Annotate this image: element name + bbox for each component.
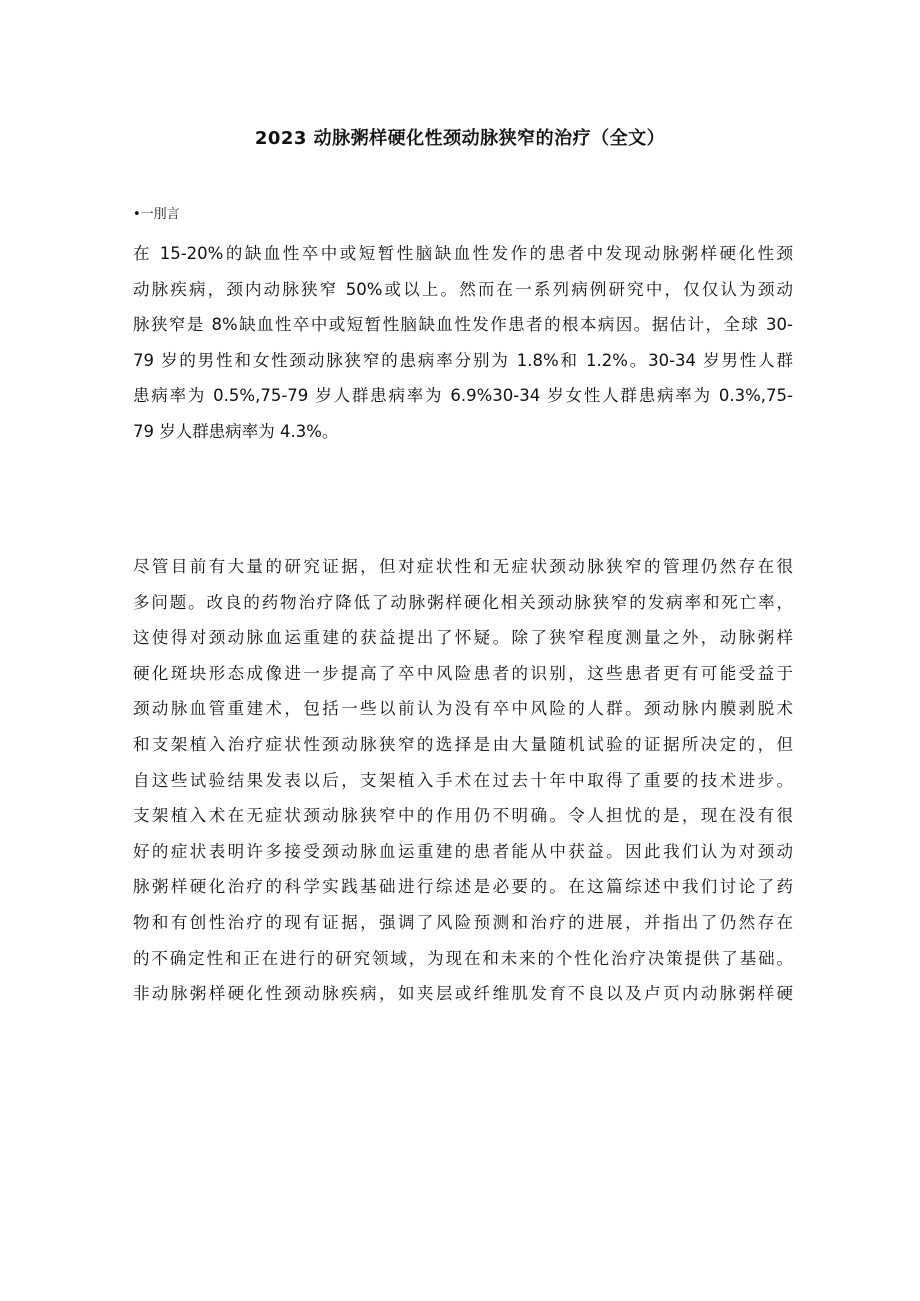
- paragraph-line: 动脉疾病，颈内动脉狭窄 50%或以上。然而在一系列病例研究中，仅仅认为颈动: [133, 279, 793, 299]
- paragraph-line: 脉粥样硬化治疗的科学实践基础进行综述是必要的。在这篇综述中我们讨论了药: [133, 877, 793, 897]
- paragraph-line: 79 岁人群患病率为 4.3%。: [133, 421, 339, 441]
- paragraph-management: [133, 549, 793, 1012]
- paragraph-line: 脉狭窄是 8%缺血性卒中或短暂性脑缺血性发作患者的根本病因。据估计，全球 30-: [133, 315, 793, 335]
- paragraph-line: 多问题。改良的药物治疗降低了动脉粥样硬化相关颈动脉狭窄的发病率和死亡率，: [133, 592, 793, 612]
- paragraph-line: 这使得对颈动脉血运重建的获益提出了怀疑。除了狭窄程度测量之外，动脉粥样: [133, 628, 793, 648]
- paragraph-line: 自这些试验结果发表以后，支架植入手术在过去十年中取得了重要的技术进步。: [133, 770, 793, 790]
- paragraph-line: 物和有创性治疗的现有证据，强调了风险预测和治疗的进展，并指出了仍然存在: [133, 912, 793, 932]
- paragraph-line: 尽管目前有大量的研究证据，但对症状性和无症状颈动脉狭窄的管理仍然存在很: [133, 557, 793, 576]
- paragraph-line: 非动脉粥样硬化性颈动脉疾病，如夹层或纤维肌发育不良以及卢页内动脉粥样硬: [133, 984, 793, 1004]
- document-title: 2023 动脉粥样硬化性颈动脉狭窄的治疗（全文）: [254, 128, 666, 149]
- paragraph-line: 的不确定性和正在进行的研究领域，为现在和未来的个性化治疗决策提供了基础。: [133, 948, 793, 968]
- paragraph-line: 79 岁的男性和女性颈动脉狭窄的患病率分别为 1.8%和 1.2%。30-34 岁男性人群: [133, 350, 793, 370]
- paragraph-line: 好的症状表明许多接受颈动脉血运重建的患者能从中获益。因此我们认为对颈动: [133, 841, 793, 861]
- paragraph-line: 患病率为 0.5%,75-79 岁人群患病率为 6.9%30-34 岁女性人群患病率为 0.3%,75-: [133, 386, 793, 406]
- section-heading: •一刖言: [133, 207, 180, 222]
- paragraph-line: 硬化斑块形态成像进一步提高了卒中风险患者的识别，这些患者更有可能受益于: [133, 663, 793, 683]
- paragraph-line: 支架植入术在无症状颈动脉狭窄中的作用仍不明确。令人担忧的是，现在没有很: [133, 806, 793, 826]
- paragraph-line: 在 15-20%的缺血性卒中或短暂性脑缺血性发作的患者中发现动脉粥样硬化性颈: [133, 244, 793, 263]
- paragraph-line: 颈动脉血管重建术，包括一些以前认为没有卒中风险的人群。颈动脉内膜剥脱术: [133, 699, 793, 719]
- paragraph-line: 和支架植入治疗症状性颈动脉狭窄的选择是由大量随机试验的证据所决定的，但: [133, 734, 793, 754]
- paragraph-introduction: [133, 236, 793, 450]
